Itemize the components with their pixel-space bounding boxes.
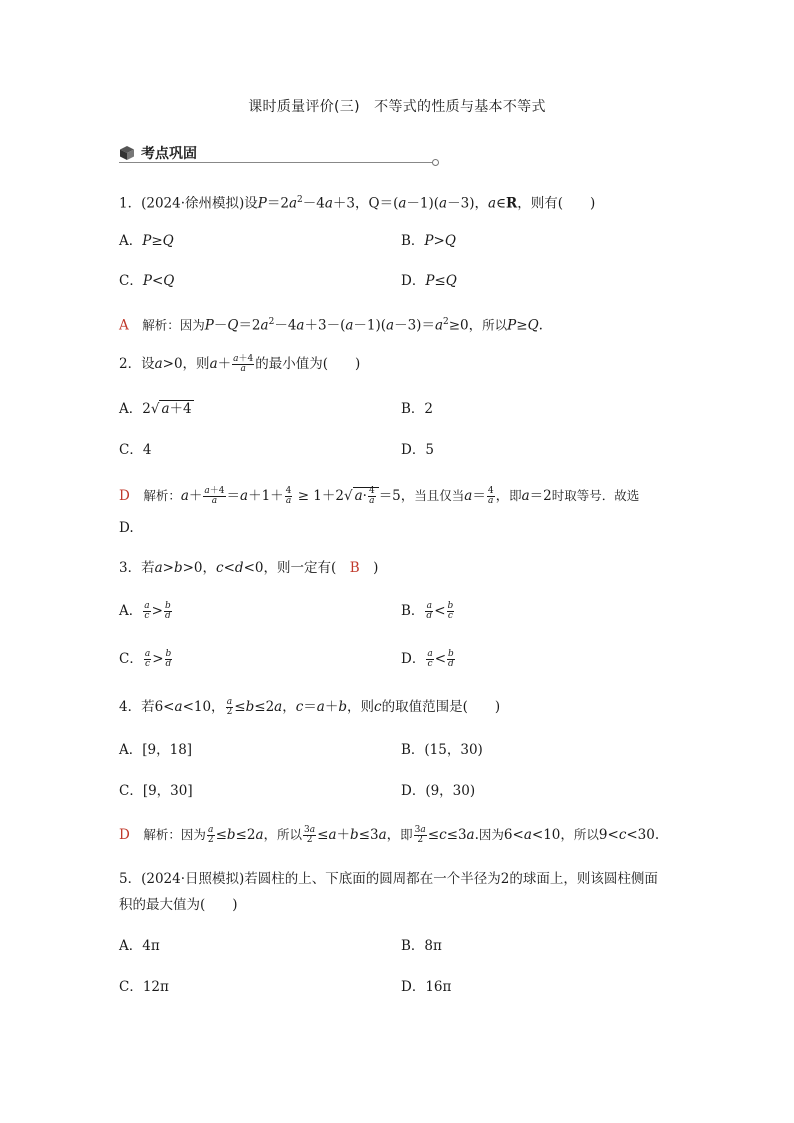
answer-letter: A [119,317,129,334]
answer-letter: B [349,560,360,576]
section-rule-end [432,159,439,166]
answer-letter: D [119,488,130,504]
question-2-analysis: D 解析：a＋ $\frac{a+4}{a}$ ＝a＋1＋ $\frac{4}{a}$ ≥ 1＋2√ a· $\frac{4}{a}$ ＝5，当且仅当a＝ $\frac{4}{a}$ ，即a＝2时取等号．故选 [119,486,640,506]
question-4-option-a: A．[9，18] [119,742,193,758]
question-4-option-d: D．(9，30) [401,783,476,799]
question-5-option-a: A．4π [119,938,160,954]
question-3-stem: 3．若a>b>0，c<d<0，则一定有( B ) [119,560,379,576]
question-2-option-a: A．2√ a＋4 [119,401,192,417]
question-5-option-d: D．16π [401,979,452,995]
question-1-analysis: A 解析：因为$P-Q=2a^2-4a+3-(a-1)(a-3)=a^2\ge 0$，所以P≥Q. [119,317,543,334]
question-5-stem-cont: 积的最大值为( ) [119,897,238,913]
question-3-option-b: B． $\frac{a}{d}$ < $\frac{b}{c}$ [401,601,454,621]
question-1-option-d: D．P≤Q [401,273,457,289]
question-2-analysis-cont: D. [119,520,134,536]
question-4-stem: 4．若6<a<10， $\frac{a}{2}$ ≤b≤2a，c＝a＋b，则c的取值范围是( ) [119,697,501,717]
page-title: 课时质量评价(三) 不等式的性质与基本不等式 [248,99,546,115]
question-4-option-b: B．(15，30) [401,742,483,758]
section-label: 考点巩固 [141,146,197,162]
question-2-stem: 2．设a>0，则a＋ $\frac{a+4}{a}$ 的最小值为( ) [119,354,361,374]
question-1-option-a: A．P≥Q [119,233,174,249]
question-3-option-c: C． $\frac{a}{c}$ > $\frac{b}{d}$ [119,649,172,669]
question-5-stem: 5．(2024·日照模拟)若圆柱的上、下底面的圆周都在一个半径为2的球面上，则该圆柱侧面 [119,871,658,887]
question-2-option-c: C．4 [119,442,152,458]
question-1-option-b: B．P>Q [401,233,456,249]
question-2-option-d: D．5 [401,442,434,458]
cube-icon [119,145,135,161]
question-1-option-c: C．P<Q [119,273,175,289]
question-4-analysis: D 解析：因为 $\frac{a}{2}$ ≤b≤2a，所以 $\frac{3a}{2}$ ≤a＋b≤3a，即 $\frac{3a}{2}$ ≤c≤3a.因为6<a<10，所以9<c<30. [119,825,660,845]
section-header [119,143,439,165]
question-1-stem: 1．(2024·徐州模拟)设$P=2a^2-4a+3$，Q＝(a－1)(a－3)，a∈R，则有( ) [119,195,596,212]
question-5-option-c: C．12π [119,979,169,995]
question-3-option-a: A． $\frac{a}{c}$ > $\frac{b}{d}$ [119,601,171,621]
question-4-option-c: C．[9，30] [119,783,193,799]
question-5-option-b: B．8π [401,938,442,954]
question-3-option-d: D． $\frac{a}{c}$ < $\frac{b}{d}$ [401,649,454,669]
question-2-option-b: B．2 [401,401,434,417]
answer-letter: D [119,827,130,843]
section-rule [119,162,434,163]
